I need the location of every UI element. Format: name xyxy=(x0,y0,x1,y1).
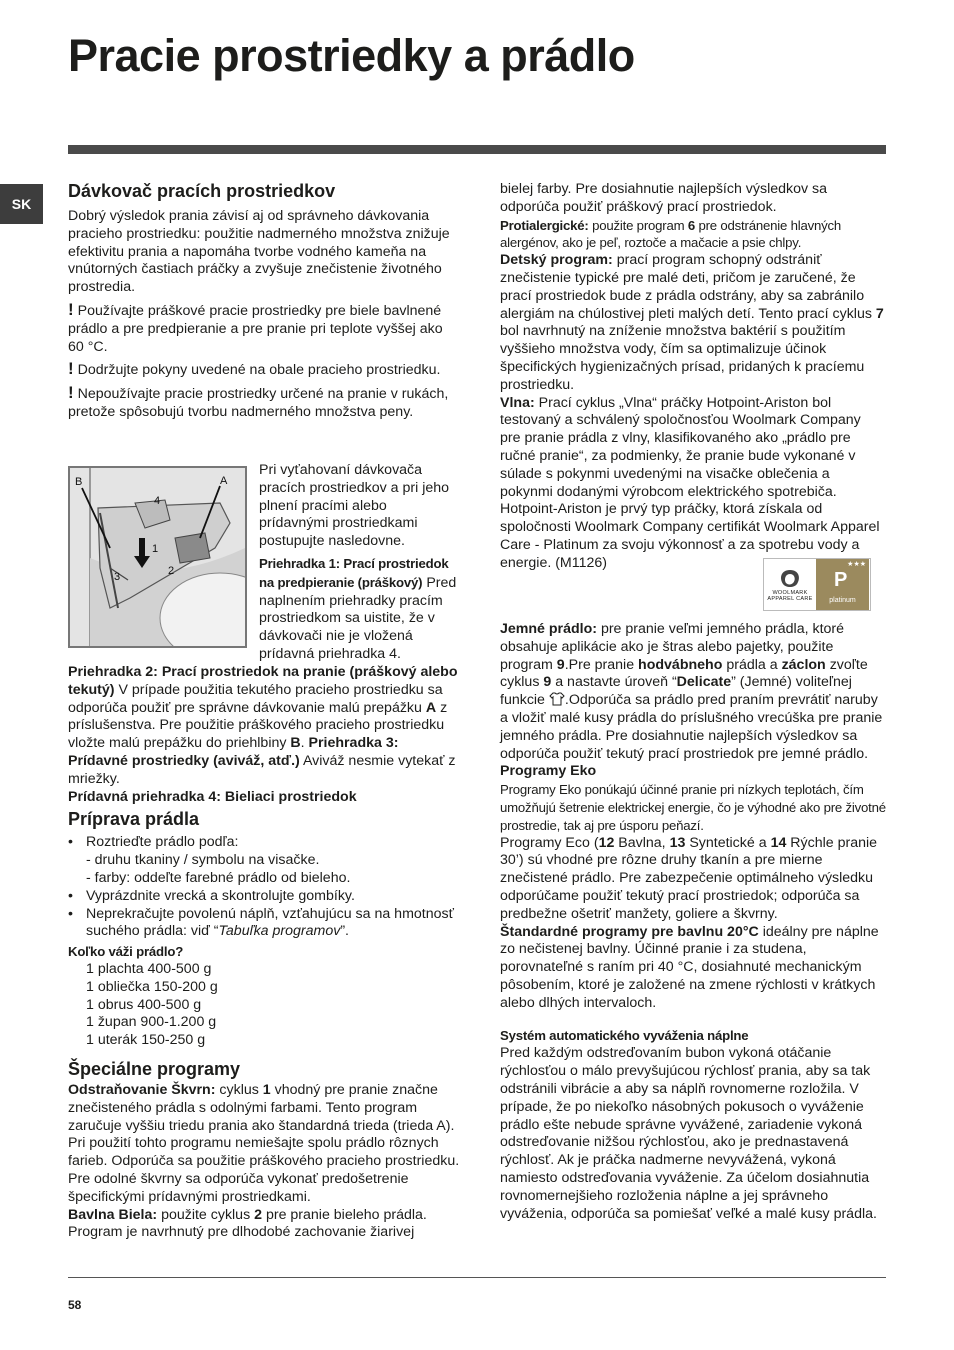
header-rule xyxy=(68,145,886,154)
warning-icon: ! xyxy=(68,299,74,319)
balance-text: Pred každým odstreďovaním bubon vykoná otáčanie rýchlosťou o málo prevyšujúcou rýchlosť prania, aby sa tak odstránili vibrácie a aby sa náplň rovnomerne rozložila. V prípade, že po niekoľko násobných pokusoch o vyváženie prádlo ešte nebude správne vyvážené, zariadenie vykoná odstreďovanie nižšou rýchlosťou, ako je prednastavená rýchlosť. Ak je práčka nadmerne nevyvážená, vykoná namiesto odstreďovania vyváženie. Za účelom dosiahnutia rovnomernejšieho rozloženia náplne a jej správneho vyváženia, odporúča sa pomiešať veľké a malé kusy prádla. xyxy=(500,1045,877,1222)
figure-label-4: 4 xyxy=(154,495,161,507)
figure-label-3: 3 xyxy=(114,571,121,583)
dispenser-illustration xyxy=(70,468,245,646)
heading-dosing: Dávkovač pracích prostriedkov xyxy=(68,181,336,201)
detergent-dispenser-figure xyxy=(68,466,247,648)
shirt-icon xyxy=(549,692,565,706)
warning-2: ! Dodržujte pokyny uvedené na obale pracieho prostriedku. xyxy=(68,359,441,379)
figure-label-1: 1 xyxy=(152,543,159,555)
balance-title: Systém automatického vyváženia náplne xyxy=(500,1027,749,1043)
eco-intro: Programy Eko ponúkajú účinné pranie pri nízkych teplotách, čím umožňujú šetrenie elektrickej energie, čo je výhodné ako pre životné prostredie, tak aj pre úsporu peňazí. xyxy=(500,782,886,833)
list-subitem: - farby: oddeľte farebné prádlo od bieleho. xyxy=(86,869,351,886)
woolmark-logo: WOOLMARK APPAREL CARE xyxy=(764,559,816,610)
figure-label-2: 2 xyxy=(168,565,175,577)
woolmark-badge xyxy=(763,558,871,611)
weight-item: 1 uterák 150-250 g xyxy=(86,1032,206,1049)
heading-preparation: Príprava prádla xyxy=(68,809,200,830)
compartment-1: Priehradka 1: Prací prostriedok na predpieranie (práškový) Pred naplnením priehradky pracím prostriedkom sa uistite, že v dávkovači nie je vložená prídavná priehradka 4. xyxy=(259,555,457,662)
right-column-bottom xyxy=(500,621,886,1223)
figure-label-a: A xyxy=(220,475,228,487)
footer-rule xyxy=(68,1277,886,1278)
delicate-program: Jemné prádlo: pre pranie veľmi jemného prádla, ktoré obsahuje aplikácie ako je štras alebo pajetky, použite program 9.Pre pranie hodvábneho prádla a záclon zvoľte cyklus 9 a nastavte úroveň “Delicate” (Jemné) voliteľnej funkcie .Odporúča sa prádlo pred praním prevrátiť naruby a vložiť malé kusy prádla do príslušného vrecúška pre pranie jemného prádla. Pre dosiahnutie najlepších výsledkov sa odporúča použiť tekutý prací prostriedok pre jemné prádlo. xyxy=(500,621,883,762)
baby-program: Detský program: prací program schopný odstrániť znečistenie typické pre malé deti, pričom je zaručené, že prací prostriedok bude z prádla odstrány, aby sa zabránilo alergiám na chúlostivej pleti malých detí. Tento prací cyklus 7 bol navrhnutý na zníženie množstva baktérií s použitím vyššieho množstva vody, čím sa optimalizuje účinok špecifických hygienizačných prísad, pridaných k pracíemu prostriedku. xyxy=(500,252,884,393)
weight-item: 1 župan 900-1.200 g xyxy=(86,1014,217,1031)
compartment-2: Priehradka 2: Prací prostriedok na pranie (práškový alebo tekutý) V prípade použitia tekutého pracieho prostriedku sa odporúča použiť pre správne dávkovanie malú prepážku A z príslušenstva. Pre použitie práškového pracieho prostriedku vložte malú prepážku do priehlbiny B. Priehradka 3: Prídavné prostriedky (aviváž, atď.) Aviváž nesmie vytekať z mriežky. xyxy=(68,664,458,787)
compartment-4: Prídavná priehradka 4: Bieliaci prostriedok xyxy=(68,788,357,805)
warning-1: ! Používajte práškové pracie prostriedky pre biele bavlnené prádlo a pre predpieranie a pre pranie pri teplote vyššej ako 60 °C. xyxy=(68,299,443,355)
weights-list xyxy=(68,961,460,1050)
heading-special-programs: Špeciálne programy xyxy=(68,1058,241,1079)
platinum-logo: ★★★ P platinum xyxy=(816,559,869,610)
anti-allergy-program: Protialergické: použite program 6 pre odstránenie hlavných alergénov, ako je peľ, roztoče a mačacie a psie chlpy. xyxy=(500,217,842,251)
warning-icon: ! xyxy=(68,359,74,379)
list-item: • Roztrieďte prádlo podľa: - druhu tkaniny / symbolu na visačke. - farby: oddeľte farebné prádlo od bieleho. xyxy=(68,834,460,887)
woolmark-icon xyxy=(777,568,803,590)
white-cotton-program: Bavlna Biela: použite cyklus 2 pre pranie bieleho prádla. Program je navrhnutý pre dlhodobé zachovanie žiarivej xyxy=(68,1206,427,1241)
list-subitem: - druhu tkaniny / symbolu na visačke. xyxy=(86,852,320,869)
stain-program: Odstraňovanie Škvrn: cyklus 1 vhodný pre pranie značne znečisteného prádla s odolnými farbami. Tento program zaručuje vyššiu triedu prania ako štandardná trieda (trieda A). Pri použití tohto programu nemiešajte spolu prádlo rôznych farieb. Odporúča sa použitie práškového pracieho prostriedku. Pre odolné škvrny sa odporúča vykonať predošetrenie špecifickými prídavnými prostriedkami. xyxy=(68,1081,460,1205)
figure-intro: Pri vyťahovaní dávkovača pracích prostriedkov a pri jeho plnení pracími alebo prídavnými prostriedkami postupujte nasledovne. xyxy=(259,462,450,550)
figure-side-text xyxy=(259,462,459,664)
left-column-top xyxy=(68,180,460,422)
warning-3: ! Nepoužívajte pracie prostriedky určené na pranie v rukách, pretože spôsobujú tvorbu nadmerného množstva peny. xyxy=(68,383,449,420)
preparation-list xyxy=(68,834,460,941)
list-item: • Vyprázdnite vrecká a skontrolujte gombíky. xyxy=(68,888,460,906)
page-number: 58 xyxy=(68,1298,82,1312)
standard-cotton-20: Štandardné programy pre bavlnu 20°C ideálny pre náplne zo nečistenej bavlny. Účinné pranie i za studena, porovnateľné s raním pri 40 °C, dosiahnuté mechanickým pôsobením, ktoré je založené na zmene rýchlosti v krátkych alebo dlhých intervaloch. xyxy=(500,923,879,1011)
language-tab: SK xyxy=(0,184,43,224)
intro-paragraph: Dobrý výsledok prania závisí aj od správneho dávkovania pracieho prostriedku: použitie nadmerného množstva znižuje efektivitu prania a napomáha tvorbe vodného kameňa na vnútorných častiach práčky a zvyšuje znečistenie životného prostredia. xyxy=(68,208,450,296)
list-item: • Neprekračujte povolenú náplň, vzťahujúcu sa na hmotnosť suchého prádla: viď “Tabuľka programov”. xyxy=(68,906,460,942)
white-cotton-continued: bielej farby. Pre dosiahnutie najlepších výsledkov sa odporúča použiť práškový prací prostriedok. xyxy=(500,181,828,215)
wool-program: Vlna: Prací cyklus „Vlna“ práčky Hotpoint-Ariston bol testovaný a schválený spoločnosťou Woolmark Company pre pranie prádla z vlny, klasifikovaného ako „prádlo pre ručné pranie“, za podmienky, že pranie bude vykonané v súlade s pokynmi uvedenými na visačke oblečenia a pokynmi dodanými výrobcom elektrického spotrebiča. Hotpoint-Ariston je prvý typ práčky, ktorá získala od spoločnosti Woolmark Company certifikát Woolmark Apparel Care - Platinum za svoju výkonnosť a za spotrebu vody a energie. (M1126) xyxy=(500,394,880,571)
figure-label-b: B xyxy=(75,476,83,488)
left-column-bottom xyxy=(68,664,460,1242)
warning-icon: ! xyxy=(68,383,74,403)
page-title: Pracie prostriedky a prádlo xyxy=(68,30,635,81)
weight-item: 1 obrus 400-500 g xyxy=(86,996,202,1013)
weights-title: Koľko váži prádlo? xyxy=(68,944,184,960)
weight-item: 1 plachta 400-500 g xyxy=(86,960,212,977)
right-column-top xyxy=(500,181,884,573)
eco-programs: Programy Eco (12 Bavlna, 13 Syntetické a 14 Rýchle pranie 30’) sú vhodné pre rôzne druhy tkanín a pre mierne znečistené prádlo. Pre zabezpečenie optimálneho výsledku odporúčame použiť tekutý prací prostriedok; odporúča sa predbežne ošetriť manžety, goliere a škvrny. xyxy=(500,834,878,922)
eco-title: Programy Eko xyxy=(500,763,597,780)
weight-item: 1 obliečka 150-200 g xyxy=(86,978,218,995)
